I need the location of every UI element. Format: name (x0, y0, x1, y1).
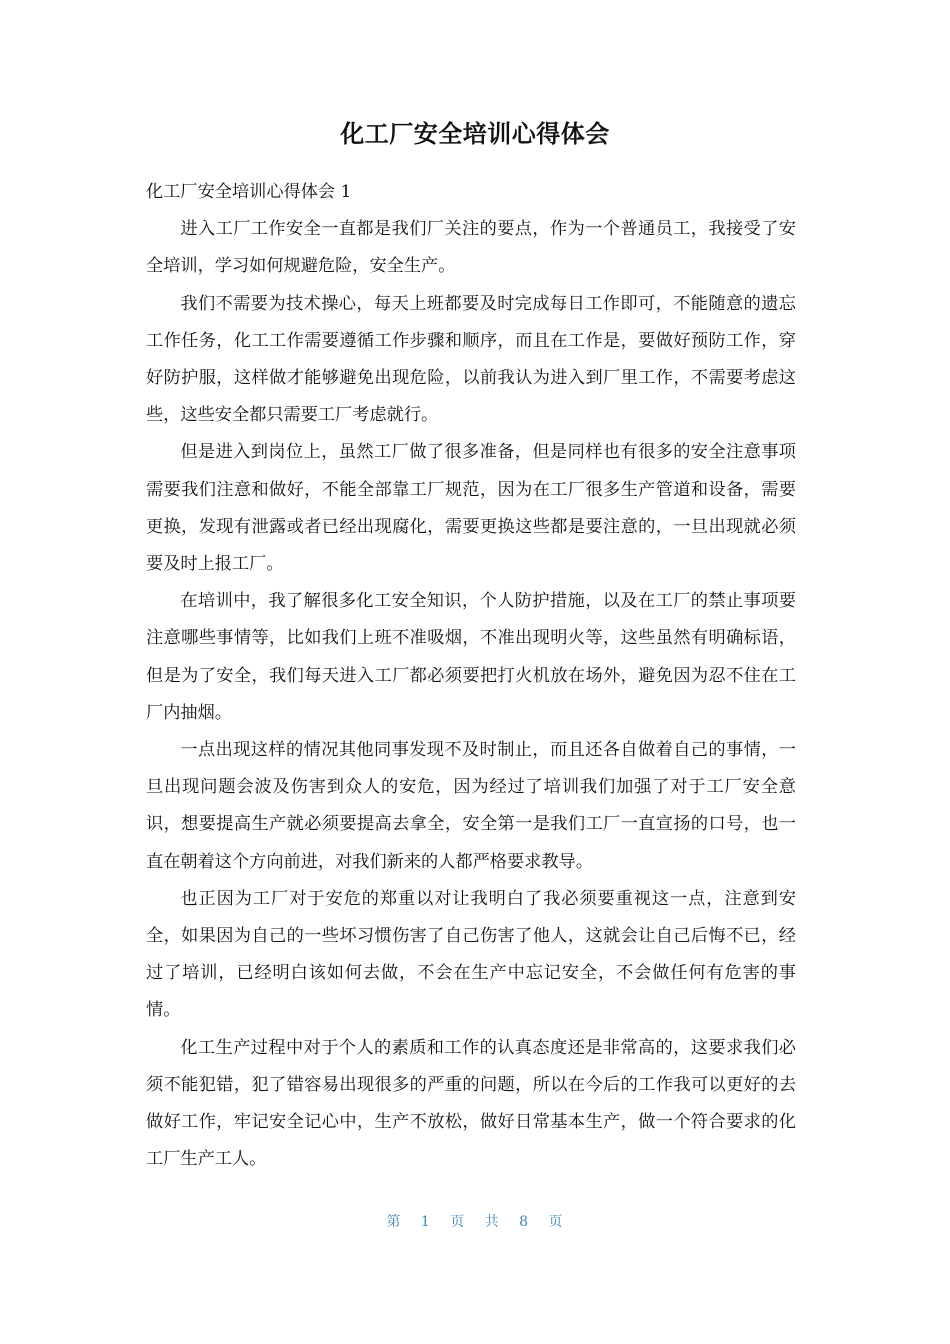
paragraph-4: 在培训中，我了解很多化工安全知识，个人防护措施，以及在工厂的禁止事项要注意哪些事情等，比如我们上班不准吸烟，不准出现明火等，这些虽然有明确标语，但是为了安全，我们每天进入工厂都必须要把打火机放在场外，避免因为忍不住在工厂内抽烟。 (146, 591, 796, 723)
section-subheading: 化工厂安全培训心得体会 1 (146, 182, 352, 202)
paragraph-2: 我们不需要为技术操心，每天上班都要及时完成每日工作即可，不能随意的遗忘工作任务，化工工作需要遵循工作步骤和顺序，而且在工作是，要做好预防工作，穿好防护服，这样做才能够避免出现危险，以前我认为进入到厂里工作，不需要考虑这些，这些安全都只需要工厂考虑就行。 (146, 293, 796, 426)
paragraph-7: 化工生产过程中对于个人的素质和工作的认真态度还是非常高的，这要求我们必须不能犯错，犯了错容易出现很多的严重的问题，所以在今后的工作我可以更好的去做好工作，牢记安全记心中，生产不放松，做好日常基本生产，做一个符合要求的化工厂生产工人。 (146, 1037, 796, 1170)
page-title: 化工厂安全培训心得体会 (340, 120, 610, 148)
paragraph-6: 也正因为工厂对于安危的郑重以对让我明白了我必须要重视这一点，注意到安全，如果因为自己的一些坏习惯伤害了自己伤害了他人，这就会让自己后悔不已，经过了培训，已经明白该如何去做，不会在生产中忘记安全，不会做任何有危害的事情。 (146, 888, 796, 1021)
paragraph-5: 一点出现这样的情况其他同事发现不及时制止，而且还各自做着自己的事情，一旦出现问题会波及伤害到众人的安危，因为经过了培训我们加强了对于工厂安全意识，想要提高生产就必须要提高去拿全，安全第一是我们工厂一直宣扬的口号，也一直在朝着这个方向前进，对我们新来的人都严格要求教导。 (146, 740, 796, 872)
page-number-footer: 第 1 页 共 8 页 (386, 1214, 564, 1230)
document-body (146, 174, 796, 1178)
paragraph-3: 但是进入到岗位上，虽然工厂做了很多准备，但是同样也有很多的安全注意事项需要我们注意和做好，不能全部靠工厂规范，因为在工厂很多生产管道和设备，需要更换，发现有泄露或者已经出现腐化，需要更换这些都是要注意的，一旦出现就必须要及时上报工厂。 (146, 442, 796, 575)
paragraph-1: 进入工厂工作安全一直都是我们厂关注的要点，作为一个普通员工，我接受了安全培训，学习如何规避危险，安全生产。 (146, 219, 796, 277)
